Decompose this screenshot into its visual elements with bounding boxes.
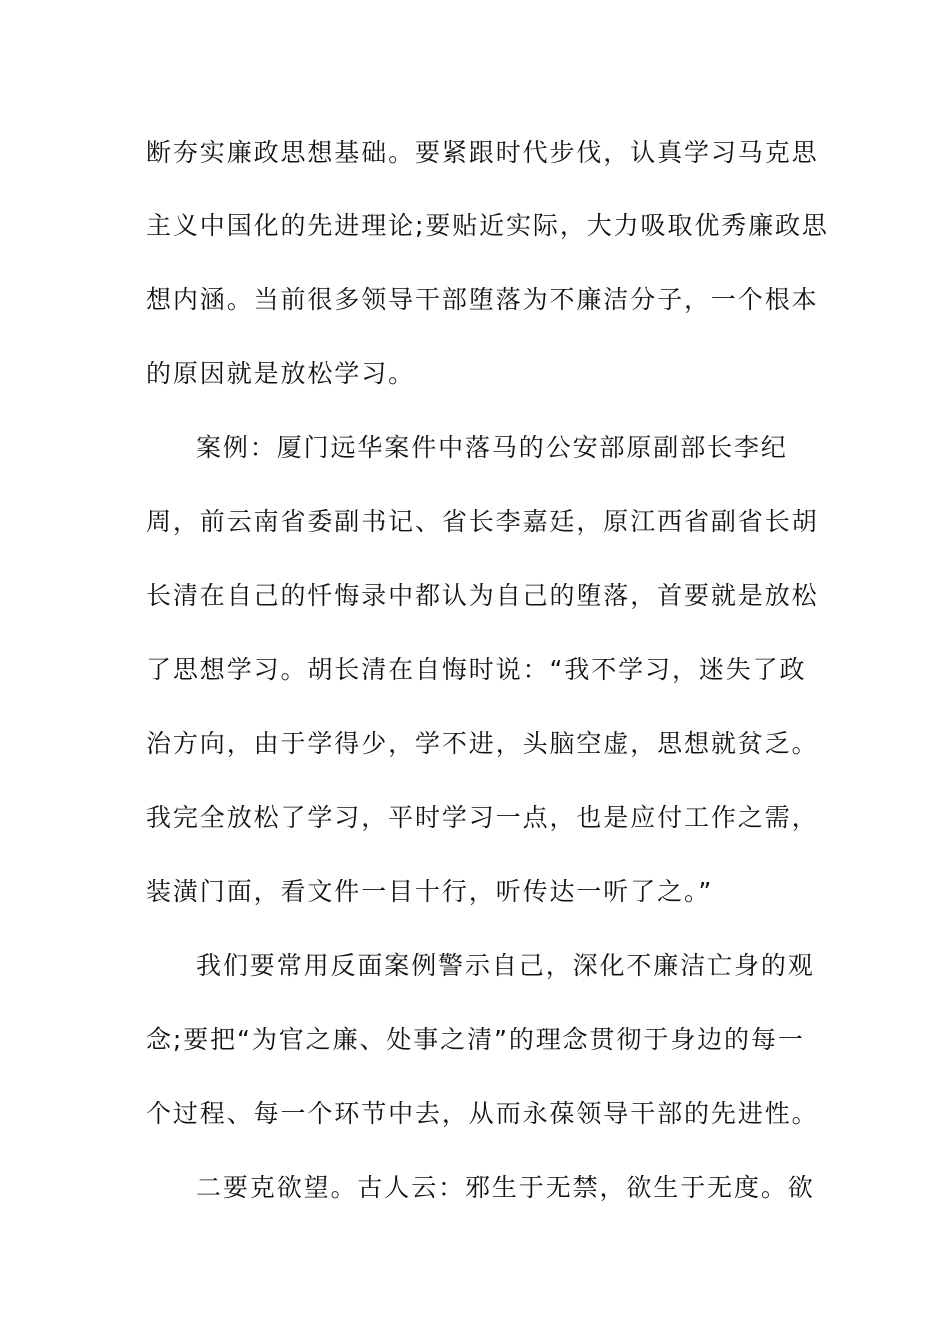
text-line: 念;要把“为官之廉、处事之清”的理念贯彻于身边的每一 [146,1025,805,1054]
text-line: 了思想学习。胡长清在自悔时说：“我不学习，迷失了政 [146,655,807,684]
text-line: 周，前云南省委副书记、省长李嘉廷，原江西省副省长胡 [146,507,819,536]
text-line: 长清在自己的忏悔录中都认为自己的堕落，首要就是放松 [146,581,819,610]
text-line: 个过程、每一个环节中去，从而永葆领导干部的先进性。 [146,1099,819,1128]
paragraph-first-line: 案例：厦门远华案件中落马的公安部原副部长李纪 [196,433,788,462]
text-line: 治方向，由于学得少，学不进，头脑空虚，思想就贫乏。 [146,729,819,758]
text-line: 装潢门面，看文件一目十行，听传达一听了之。” [146,877,714,906]
text-line: 想内涵。当前很多领导干部堕落为不廉洁分子，一个根本 [146,285,819,314]
text-line: 断夯实廉政思想基础。要紧跟时代步伐，认真学习马克思 [146,138,819,167]
paragraph-first-line: 二要克欲望。古人云：邪生于无禁，欲生于无度。欲 [196,1173,815,1202]
text-line: 的原因就是放松学习。 [146,359,416,388]
paragraph-first-line: 我们要常用反面案例警示自己，深化不廉洁亡身的观 [196,951,815,980]
text-line: 我完全放松了学习，平时学习一点，也是应付工作之需， [146,803,819,832]
text-line: 主义中国化的先进理论;要贴近实际，大力吸取优秀廉政思 [146,211,829,240]
